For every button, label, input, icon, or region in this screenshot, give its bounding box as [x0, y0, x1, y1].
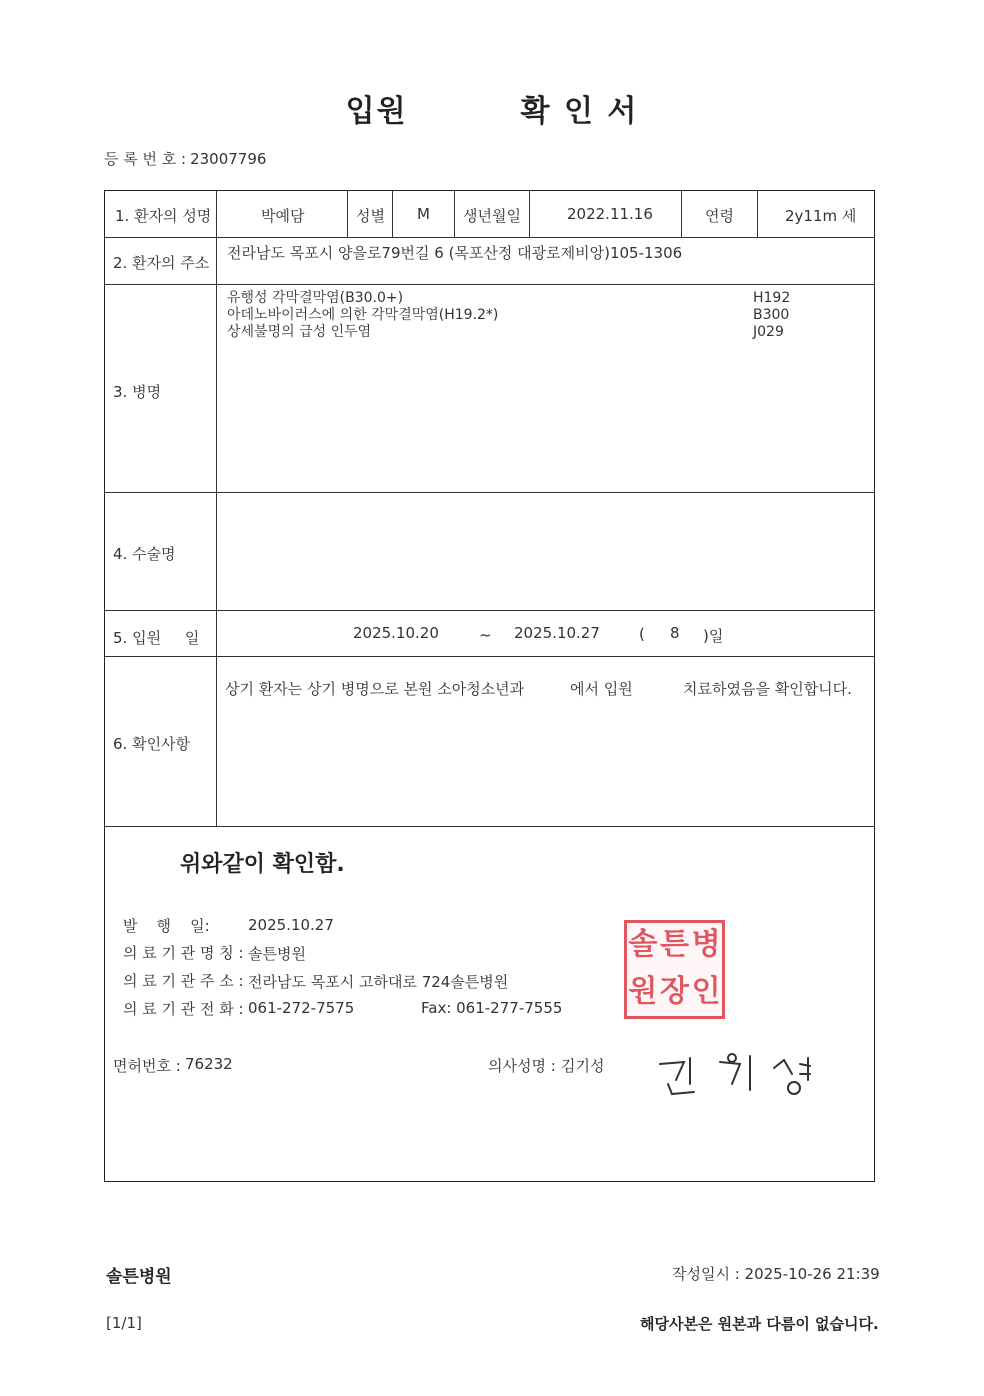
patient-dob: 2022.11.16	[567, 205, 653, 223]
col-divider	[347, 191, 348, 237]
col-divider	[216, 191, 217, 826]
surgery-label: 4. 수술명	[113, 545, 176, 563]
row-divider	[105, 237, 875, 238]
doctor-signature	[650, 1050, 820, 1100]
row-divider	[105, 492, 875, 493]
license-number: 76232	[185, 1055, 233, 1073]
form-frame	[104, 190, 875, 1182]
diagnosis-code: B300	[753, 307, 790, 323]
paren-open: (	[639, 625, 645, 643]
footer-hospital: 솔튼병원	[106, 1267, 172, 1287]
row-divider	[105, 610, 875, 611]
footer-created: 작성일시 : 2025-10-26 21:39	[672, 1265, 880, 1283]
institution-name-label: 의 료 기 관 명 칭 :	[123, 944, 244, 962]
sex-label: 성별	[356, 207, 385, 225]
col-divider	[529, 191, 530, 237]
institution-name: 솔튼병원	[248, 945, 306, 963]
patient-address: 전라남도 목포시 양을로79번길 6 (목포산정 대광로제비앙)105-1306	[227, 244, 683, 262]
confirm-text-3: 치료하였음을 확인합니다.	[683, 680, 852, 698]
document-title	[0, 86, 984, 130]
paren-close: )일	[703, 627, 724, 645]
admission-days: 8	[670, 624, 680, 642]
registration-number	[104, 148, 266, 169]
admission-to: 2025.10.27	[514, 624, 600, 642]
patient-sex: M	[417, 205, 430, 223]
admission-sep: ~	[479, 626, 492, 644]
reg-value: 23007796	[190, 150, 267, 168]
age-label: 연령	[705, 207, 734, 225]
dob-label: 생년월일	[463, 207, 521, 225]
patient-name: 박예담	[261, 207, 305, 225]
title-right: 확 인 서	[520, 94, 639, 129]
address-label: 2. 환자의 주소	[113, 254, 210, 272]
diagnosis-item: 상세불명의 급성 인두염	[227, 324, 372, 340]
title-left: 입원	[345, 94, 408, 129]
diagnosis-label: 3. 병명	[113, 383, 162, 401]
doctor-label: 의사성명 :	[488, 1057, 556, 1075]
row-divider	[105, 656, 875, 657]
license-label: 면허번호 :	[113, 1057, 181, 1075]
page-number: [1/1]	[106, 1314, 142, 1332]
confirm-heading: 위와같이 확인함.	[180, 852, 345, 877]
col-divider	[454, 191, 455, 237]
hospital-seal: 솔 튼 병 원 장 인	[624, 920, 725, 1019]
row-divider	[105, 284, 875, 285]
reg-label: 등 록 번 호 :	[104, 150, 187, 168]
patient-age: 2y11m 세	[785, 207, 857, 225]
col-divider	[392, 191, 393, 237]
confirm-label: 6. 확인사항	[113, 735, 191, 753]
doctor-name: 김기성	[561, 1057, 605, 1075]
row-divider	[105, 826, 875, 827]
issue-date: 2025.10.27	[248, 916, 334, 934]
institution-fax: Fax: 061-277-7555	[421, 999, 563, 1017]
institution-address-label: 의 료 기 관 주 소 :	[123, 972, 244, 990]
institution-phone: 061-272-7575	[248, 999, 355, 1017]
institution-address: 전라남도 목포시 고하대로 724솔튼병원	[248, 973, 509, 991]
issue-date-label: 발 행 일:	[123, 917, 210, 935]
diagnosis-code: H192	[753, 290, 791, 306]
diagnosis-item: 아데노바이러스에 의한 각막결막염(H19.2*)	[227, 307, 499, 323]
name-label: 1. 환자의 성명	[115, 207, 212, 225]
col-divider	[757, 191, 758, 237]
diagnosis-code: J029	[753, 324, 784, 340]
admission-label: 5. 입원 일	[113, 629, 200, 647]
copy-notice: 해당사본은 원본과 다름이 없습니다.	[640, 1315, 879, 1333]
diagnosis-item: 유행성 각막결막염(B30.0+)	[227, 290, 404, 306]
admission-from: 2025.10.20	[353, 624, 439, 642]
col-divider	[681, 191, 682, 237]
confirm-text-2: 에서 입원	[570, 680, 633, 698]
institution-phone-label: 의 료 기 관 전 화 :	[123, 1000, 244, 1018]
confirm-text-1: 상기 환자는 상기 병명으로 본원 소아청소년과	[225, 680, 525, 698]
